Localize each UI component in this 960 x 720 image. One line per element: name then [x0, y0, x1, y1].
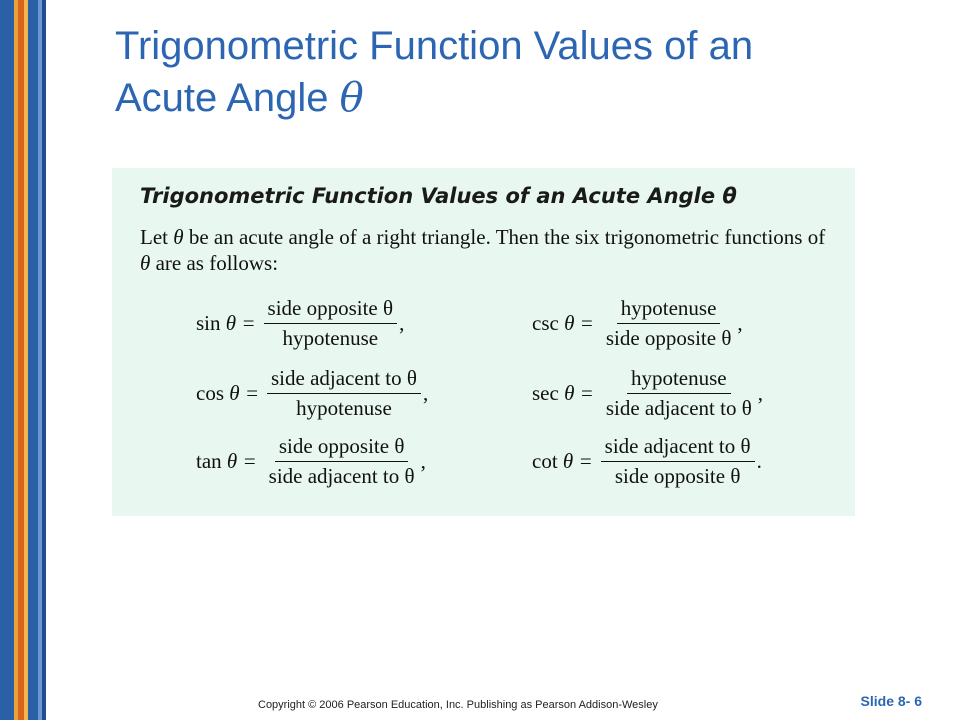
function-name: cot: [532, 449, 558, 473]
definition-intro: [140, 224, 840, 276]
intro-part: are as follows:: [150, 251, 279, 275]
slide-title: [115, 20, 915, 124]
formula-tan: [196, 434, 426, 489]
formula-sin: [196, 296, 404, 351]
formula-cot: [532, 434, 762, 489]
numerator: side opposite θ: [275, 434, 409, 462]
punctuation: ,: [737, 311, 743, 335]
numerator: side opposite θ: [264, 296, 398, 324]
fraction: [265, 434, 419, 489]
formula-lhs: [196, 449, 257, 474]
punctuation: ,: [757, 381, 764, 405]
theta-equals: θ =: [229, 381, 259, 405]
intro-part: be an acute angle of a right triangle. Then the six trigonometric functions of: [183, 225, 826, 249]
numerator: hypotenuse: [627, 366, 731, 394]
punctuation: .: [756, 449, 762, 473]
denominator: hypotenuse: [296, 396, 392, 420]
formula-lhs: [532, 311, 594, 336]
punctuation: ,: [399, 311, 405, 335]
formula-lhs: [196, 311, 256, 336]
function-name: sec: [532, 381, 559, 405]
formula-lhs: [196, 381, 259, 406]
punctuation: ,: [422, 381, 429, 405]
stripe: [42, 0, 46, 720]
intro-theta: θ: [140, 251, 151, 275]
definition-heading: Trigonometric Function Values of an Acute Angle θ: [140, 184, 737, 208]
theta-equals: θ =: [564, 381, 594, 405]
formula-cos: [196, 366, 428, 421]
fraction: [267, 366, 421, 421]
intro-part: Let: [140, 225, 174, 249]
slide-title-line2: Acute Angle: [115, 76, 329, 120]
formula-lhs: [532, 449, 593, 474]
numerator: side adjacent to θ: [601, 434, 755, 462]
function-name: tan: [196, 449, 222, 473]
definition-box: [112, 168, 855, 516]
formula-lhs: [532, 381, 594, 406]
punctuation: ,: [420, 449, 426, 473]
denominator: side adjacent to θ: [268, 464, 415, 488]
fraction: [264, 296, 398, 351]
stripe: [0, 0, 14, 720]
denominator: side opposite θ: [605, 326, 732, 350]
intro-theta: θ: [173, 225, 184, 249]
fraction: [602, 296, 736, 351]
denominator: side adjacent to θ: [605, 396, 752, 420]
stripe: [28, 0, 38, 720]
function-name: cos: [196, 381, 224, 405]
function-name: csc: [532, 311, 559, 335]
formula-sec: [532, 366, 763, 421]
slide-title-theta: θ: [339, 75, 364, 121]
fraction: [601, 434, 755, 489]
fraction: [602, 366, 756, 421]
slide-number: Slide 8- 6: [860, 693, 922, 709]
theta-equals: θ =: [564, 311, 594, 335]
denominator: side opposite θ: [614, 464, 741, 488]
numerator: side adjacent to θ: [267, 366, 421, 394]
denominator: hypotenuse: [282, 326, 379, 350]
copyright-notice: Copyright © 2006 Pearson Education, Inc. Publishing as Pearson Addison-Wesley: [258, 699, 658, 711]
numerator: hypotenuse: [617, 296, 721, 324]
function-name: sin: [196, 311, 221, 335]
formula-csc: [532, 296, 743, 351]
theta-equals: θ =: [225, 311, 256, 335]
theta-equals: θ =: [562, 449, 593, 473]
slide-title-line1: Trigonometric Function Values of an: [115, 24, 754, 68]
decorative-side-stripes: [0, 0, 46, 720]
theta-equals: θ =: [226, 449, 257, 473]
